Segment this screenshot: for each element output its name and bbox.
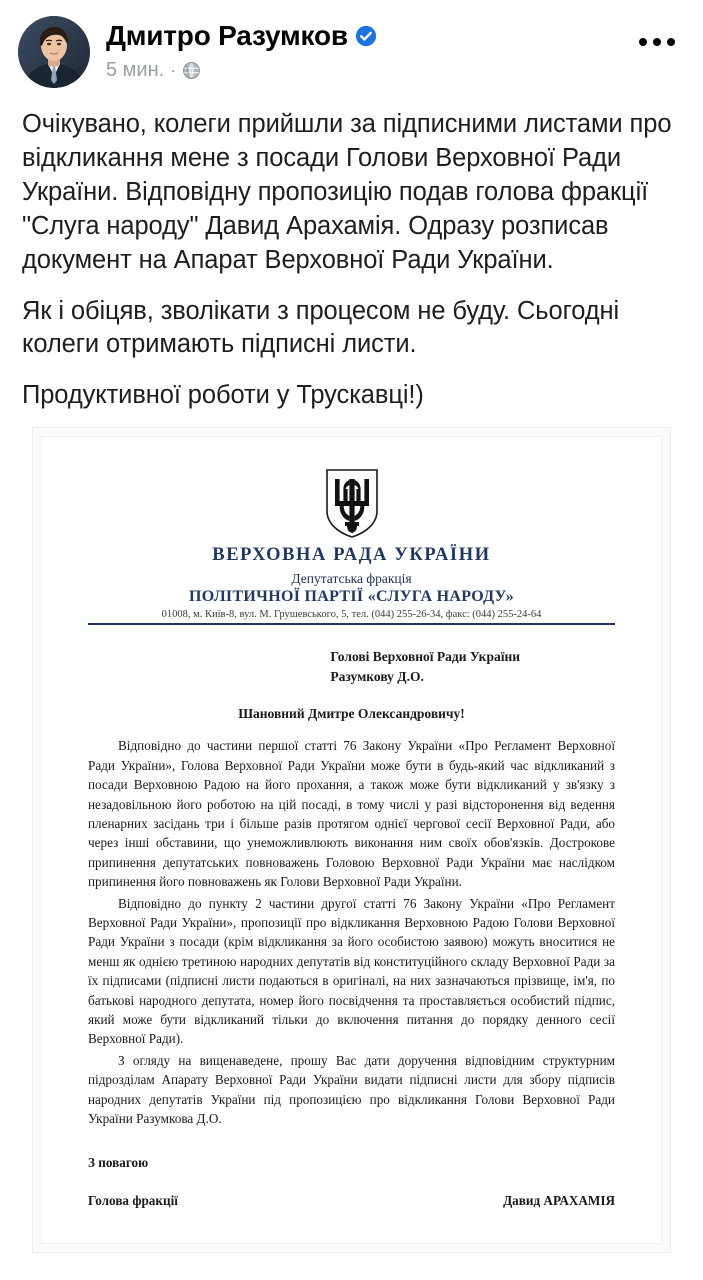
document-salutation: Шановний Дмитре Олександровичу! <box>238 706 465 722</box>
document-paragraph-2: Відповідно до пункту 2 частини другої статті 76 Закону України «Про Регламент Верховної Ради України», пропозиції про відкликання Верховною Радою Голови Верховної Ради України з посади (крім відкликання за його особистою заявою) можуть вноситися не менш як однією третиною народних депутатів від конституційного складу Верховної Ради за їх підписами (підписні листи подаються в оригіналі, на них зазначаються прізвище, ім'я, по батькові народного депутата, номер його посвідчення та проставляється особистий підпис, який може бути відкликаний тільки до включення питання до порядку денного сесії Верховної Ради). <box>88 895 615 1047</box>
post-author-block <box>106 12 633 82</box>
author-name[interactable]: Дмитро Разумков <box>106 20 348 51</box>
author-name-row <box>106 20 633 52</box>
ellipsis-dot-1 <box>639 38 647 46</box>
post-paragraph-1: Очікувано, колеги прийшли за підписними листами про відкликання мене з посади Голови Верховної Ради України. Відповідну пропозицію подав голова фракції "Слуга народу" Давид Арахамія. Одразу розписав документ на Апарат Верховної Ради України. <box>22 110 672 274</box>
verified-badge-icon <box>355 25 377 47</box>
document-organization: ВЕРХОВНА РАДА УКРАЇНИ <box>212 545 491 566</box>
post-paragraph-3: Продуктивної роботи у Трускавці!) <box>22 381 424 410</box>
meta-separator: · <box>170 60 177 81</box>
ukraine-trident-emblem-icon <box>324 467 380 539</box>
document-address: 01008, м. Київ-8, вул. М. Грушевського, 5, тел. (044) 255-26-34, факс: (044) 255-24-64 <box>88 609 615 625</box>
globe-icon[interactable] <box>182 61 201 80</box>
post-text <box>0 100 703 413</box>
post-paragraph-2: Як і обіцяв, зволікати з процесом не буду. Сьогодні колеги отримають підписні листи. <box>22 296 620 359</box>
post-timestamp[interactable]: 5 мин. <box>106 59 165 82</box>
post-meta-row <box>106 58 633 82</box>
scanned-document <box>41 436 662 1244</box>
document-body <box>88 736 615 1128</box>
document-signer-title: Голова фракції <box>88 1192 178 1208</box>
post-options-button[interactable] <box>633 24 681 60</box>
document-addressee-line-2: Разумкову Д.О. <box>330 668 424 684</box>
avatar[interactable] <box>18 16 90 88</box>
document-paragraph-1: Відповідно до частини першої статті 76 Закону України «Про Регламент Верховної Ради України», Голова Верховної Ради України може бути в будь-який час відкликаний з посади Верховною Радою на його прохання, а також може бути відкликаний у зв'язку з незадовільною його роботою на цій посаді, в тому числі у разі відсторонення від ведення пленарних засідань три і більше разів протягом однієї чергової сесії Верховної Ради, або через інші обставини, що унеможливлюють виконання ним своїх обов'язків. Дострокове припинення депутатських повноважень Головою Верховної Ради України має наслідком припинення його повноважень як Голови Верховної Ради України. <box>88 738 615 890</box>
post-header <box>0 0 703 100</box>
ellipsis-dot-2 <box>653 38 661 46</box>
document-regards: З повагою <box>88 1154 149 1170</box>
document-signer-name: Давид АРАХАМІЯ <box>503 1192 615 1208</box>
profile-photo-image <box>18 16 90 88</box>
document-party-name: ПОЛІТИЧНОЇ ПАРТІЇ «СЛУГА НАРОДУ» <box>189 588 514 606</box>
document-addressee <box>330 647 615 686</box>
document-faction-label: Депутатська фракція <box>291 571 412 587</box>
document-paragraph-3: З огляду на вищенаведене, прошу Вас дати доручення відповідним структурним підрозділам Апарату Верховної Ради України видати підписні листи для збору підписів народних депутатів України під пропозицією про відкликання Голови Верховної Ради України Разумкова Д.О. <box>88 1052 615 1127</box>
document-signature-block <box>88 1193 615 1209</box>
post-attachment-image[interactable] <box>32 427 671 1253</box>
ellipsis-dot-3 <box>667 38 675 46</box>
document-addressee-line-1: Голові Верховної Ради України <box>330 649 521 665</box>
